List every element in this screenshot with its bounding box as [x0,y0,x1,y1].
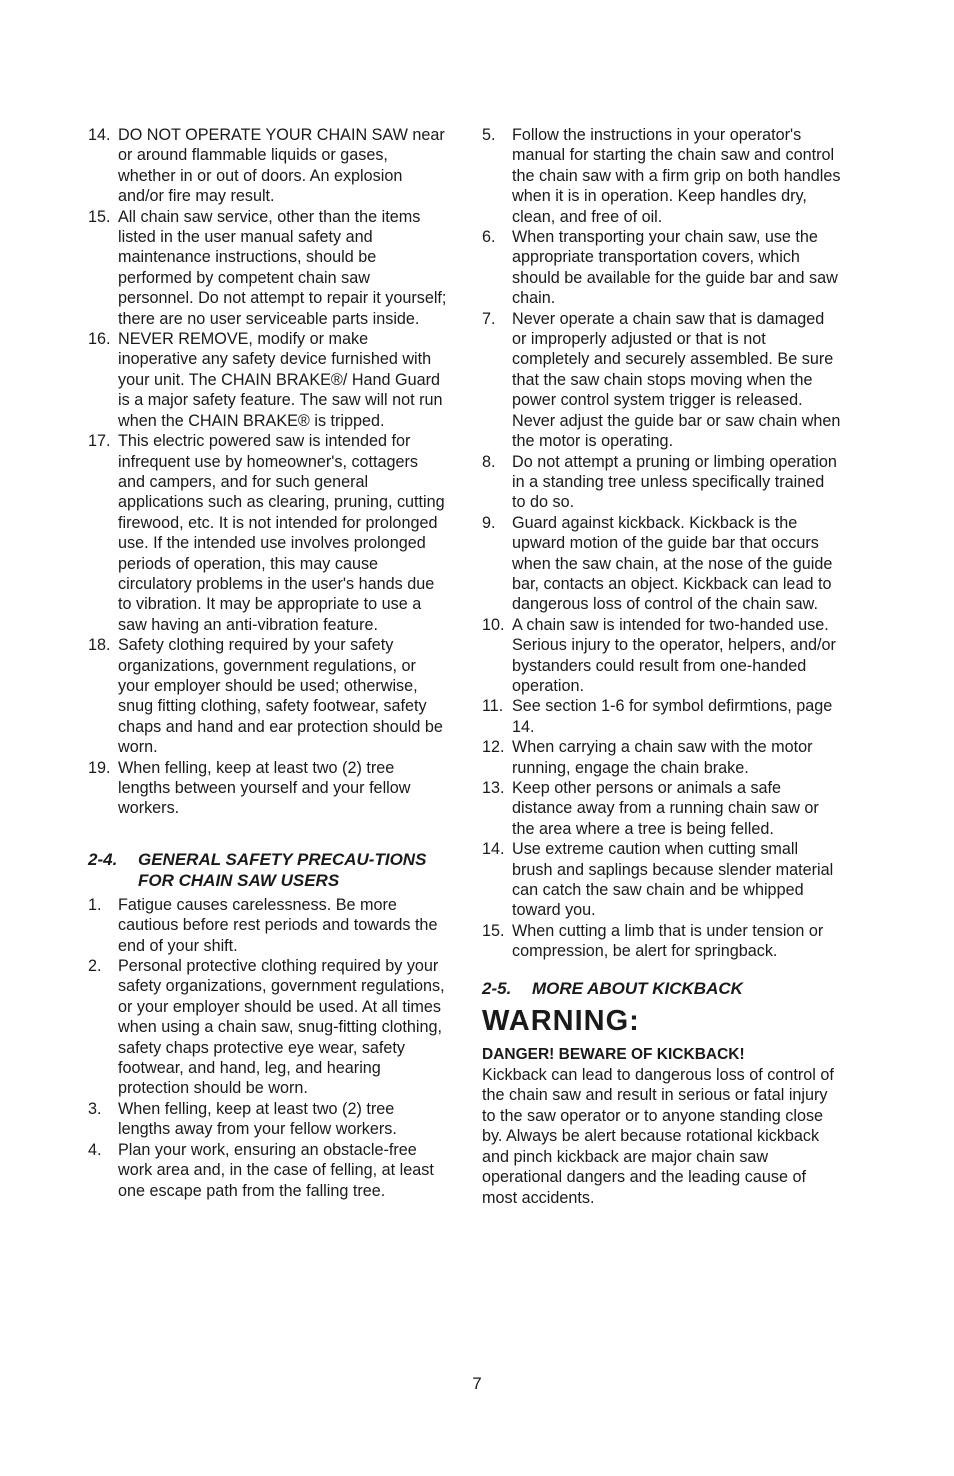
item-text: NEVER REMOVE, modify or make inoperative any safety device furnished with your unit. The CHAIN BRAKE®/ Hand Guard is a major safety feature. The saw will not run when the CHAIN BRAKE® is tripped. [118,330,443,430]
item-number: 14. [482,840,505,859]
list-item [482,125,842,227]
item-number: 3. [88,1099,102,1118]
item-text: Follow the instructions in your operator's manual for starting the chain saw and control the chain saw with a firm grip on both handles when it is in operation. Keep handles dry, clean, and free of oil. [512,126,841,226]
list-item [482,737,842,778]
list-item [88,207,448,329]
list-item [482,452,842,513]
list-item [88,895,448,956]
item-text: When transporting your chain saw, use the appropriate transportation covers, which should be available for the guide bar and saw chain. [512,228,838,308]
item-text: All chain saw service, other than the items listed in the user manual safety and maintenance instructions, should be performed by competent chain saw personnel. Do not attempt to repair it yourself; there are no user serviceable parts inside. [118,207,447,328]
item-number: 14. [88,126,111,144]
item-text: This electric powered saw is intended for infrequent use by homeowner's, cottagers and campers, and for such general applications such as clearing, pruning, cutting firewood, etc. It is not intended for prolonged use. If the intended use involves prolonged periods of operation, this may cause circulatory problems in the user's hands due to vibration. It may be appropriate to use a saw having an anti-vibration feature. [118,432,445,634]
right-list [482,125,842,962]
section-title: MORE ABOUT KICKBACK [532,978,743,998]
item-number: 2. [88,957,102,976]
list-item [482,309,842,452]
item-number: 13. [482,779,505,797]
list-item [88,956,448,1099]
list-item [482,839,842,921]
item-number: 17. [88,432,111,451]
list-item [88,431,448,635]
item-text: Do not attempt a pruning or limbing operation in a standing tree unless specifically trained to do so. [512,452,837,512]
list-item [88,125,448,207]
item-text: Keep other persons or animals a safe distance away from a running chain saw or the area where a tree is being felled. [512,779,819,838]
item-text: A chain saw is intended for two-handed use. Serious injury to the operator, helpers, and/or bystanders could result from one-handed operation. [512,615,836,695]
list-item [88,329,448,431]
list-item [88,758,448,819]
item-number: 9. [482,513,496,532]
item-text: Plan your work, ensuring an obstacle-free work area and, in the case of felling, at least one escape path from the falling tree. [118,1140,434,1200]
item-number: 19. [88,758,111,777]
item-number: 16. [88,330,111,349]
section-title: GENERAL SAFETY PRECAU-TIONS FOR CHAIN SAW USERS [138,849,427,890]
item-text: When carrying a chain saw with the motor running, engage the chain brake. [512,738,813,777]
item-text: DO NOT OPERATE YOUR CHAIN SAW near or around flammable liquids or gases, whether in or out of doors. An explosion and/or fire may result. [118,126,445,206]
item-text: Use extreme caution when cutting small brush and saplings because slender material can catch the saw chain and be whipped toward you. [512,840,834,920]
section-heading-2-4 [88,849,448,891]
item-text: Personal protective clothing required by your safety organizations, government regulations, or your employer should be used. At all times when using a chain saw, snug-fitting clothing, safety chaps protective eye wear, safety footwear, and hand, leg, and hearing protection should be worn. [118,957,445,1098]
item-number: 4. [88,1140,102,1159]
item-number: 7. [482,309,496,328]
list-item [88,1140,448,1201]
list-item [482,227,842,309]
warning-text: Kickback can lead to dangerous loss of control of the chain saw and result in serious or fatal injury to the saw operator or to anyone standing close by. Always be alert because rotational kickback and pinch kickback are major chain saw operational dangers and the leading cause of most accidents. [482,1066,834,1207]
item-text: When cutting a limb that is under tension or compression, be alert for springback. [512,921,824,961]
left-section-list [88,895,448,1201]
item-number: 15. [88,207,111,226]
item-text: Safety clothing required by your safety organizations, government regulations, or your employer should be used; otherwise, snug fitting clothing, safety footwear, safety chaps and hand and ear protection should be worn. [118,636,443,757]
item-text: When felling, keep at least two (2) tree lengths away from your fellow workers. [118,1099,397,1139]
warning-title: WARNING: [482,1004,640,1037]
item-number: 12. [482,738,505,757]
item-text: Guard against kickback. Kickback is the upward motion of the guide bar that occurs when the saw chain, at the nose of the guide bar, contacts an object. Kickback can lead to dangerous loss of control of the chain saw. [512,513,833,614]
item-text: Never operate a chain saw that is damaged or improperly adjusted or that is not completely and securely assembled. Be sure that the saw chain stops moving when the power control system trigger is released. Never adjust the guide bar or saw chain when the motor is operating. [512,309,841,451]
item-number: 15. [482,921,505,940]
section-heading-2-5 [482,978,842,999]
list-item [482,513,842,615]
item-number: 10. [482,615,505,634]
right-column [482,125,842,1208]
list-item [88,635,448,757]
item-number: 11. [482,697,504,716]
list-item [482,921,842,962]
item-number: 8. [482,452,496,471]
item-text: When felling, keep at least two (2) tree lengths between yourself and your fellow workers. [118,758,411,818]
left-top-list [88,125,448,819]
danger-heading: DANGER! BEWARE OF KICKBACK! [482,1045,745,1063]
section-number: 2-5. [482,978,512,998]
list-item [88,1099,448,1140]
item-text: See section 1-6 for symbol defirmtions, page 14. [512,697,833,736]
item-text: Fatigue causes carelessness. Be more cautious before rest periods and towards the end of your shift. [118,895,438,955]
item-number: 1. [88,895,102,914]
section-number: 2-4. [88,849,118,869]
list-item [482,696,842,737]
left-column [88,125,448,1201]
page-number: 7 [472,1374,482,1393]
item-number: 18. [88,636,111,655]
list-item [482,615,842,697]
item-number: 6. [482,228,496,247]
list-item [482,778,842,839]
item-number: 5. [482,126,496,144]
